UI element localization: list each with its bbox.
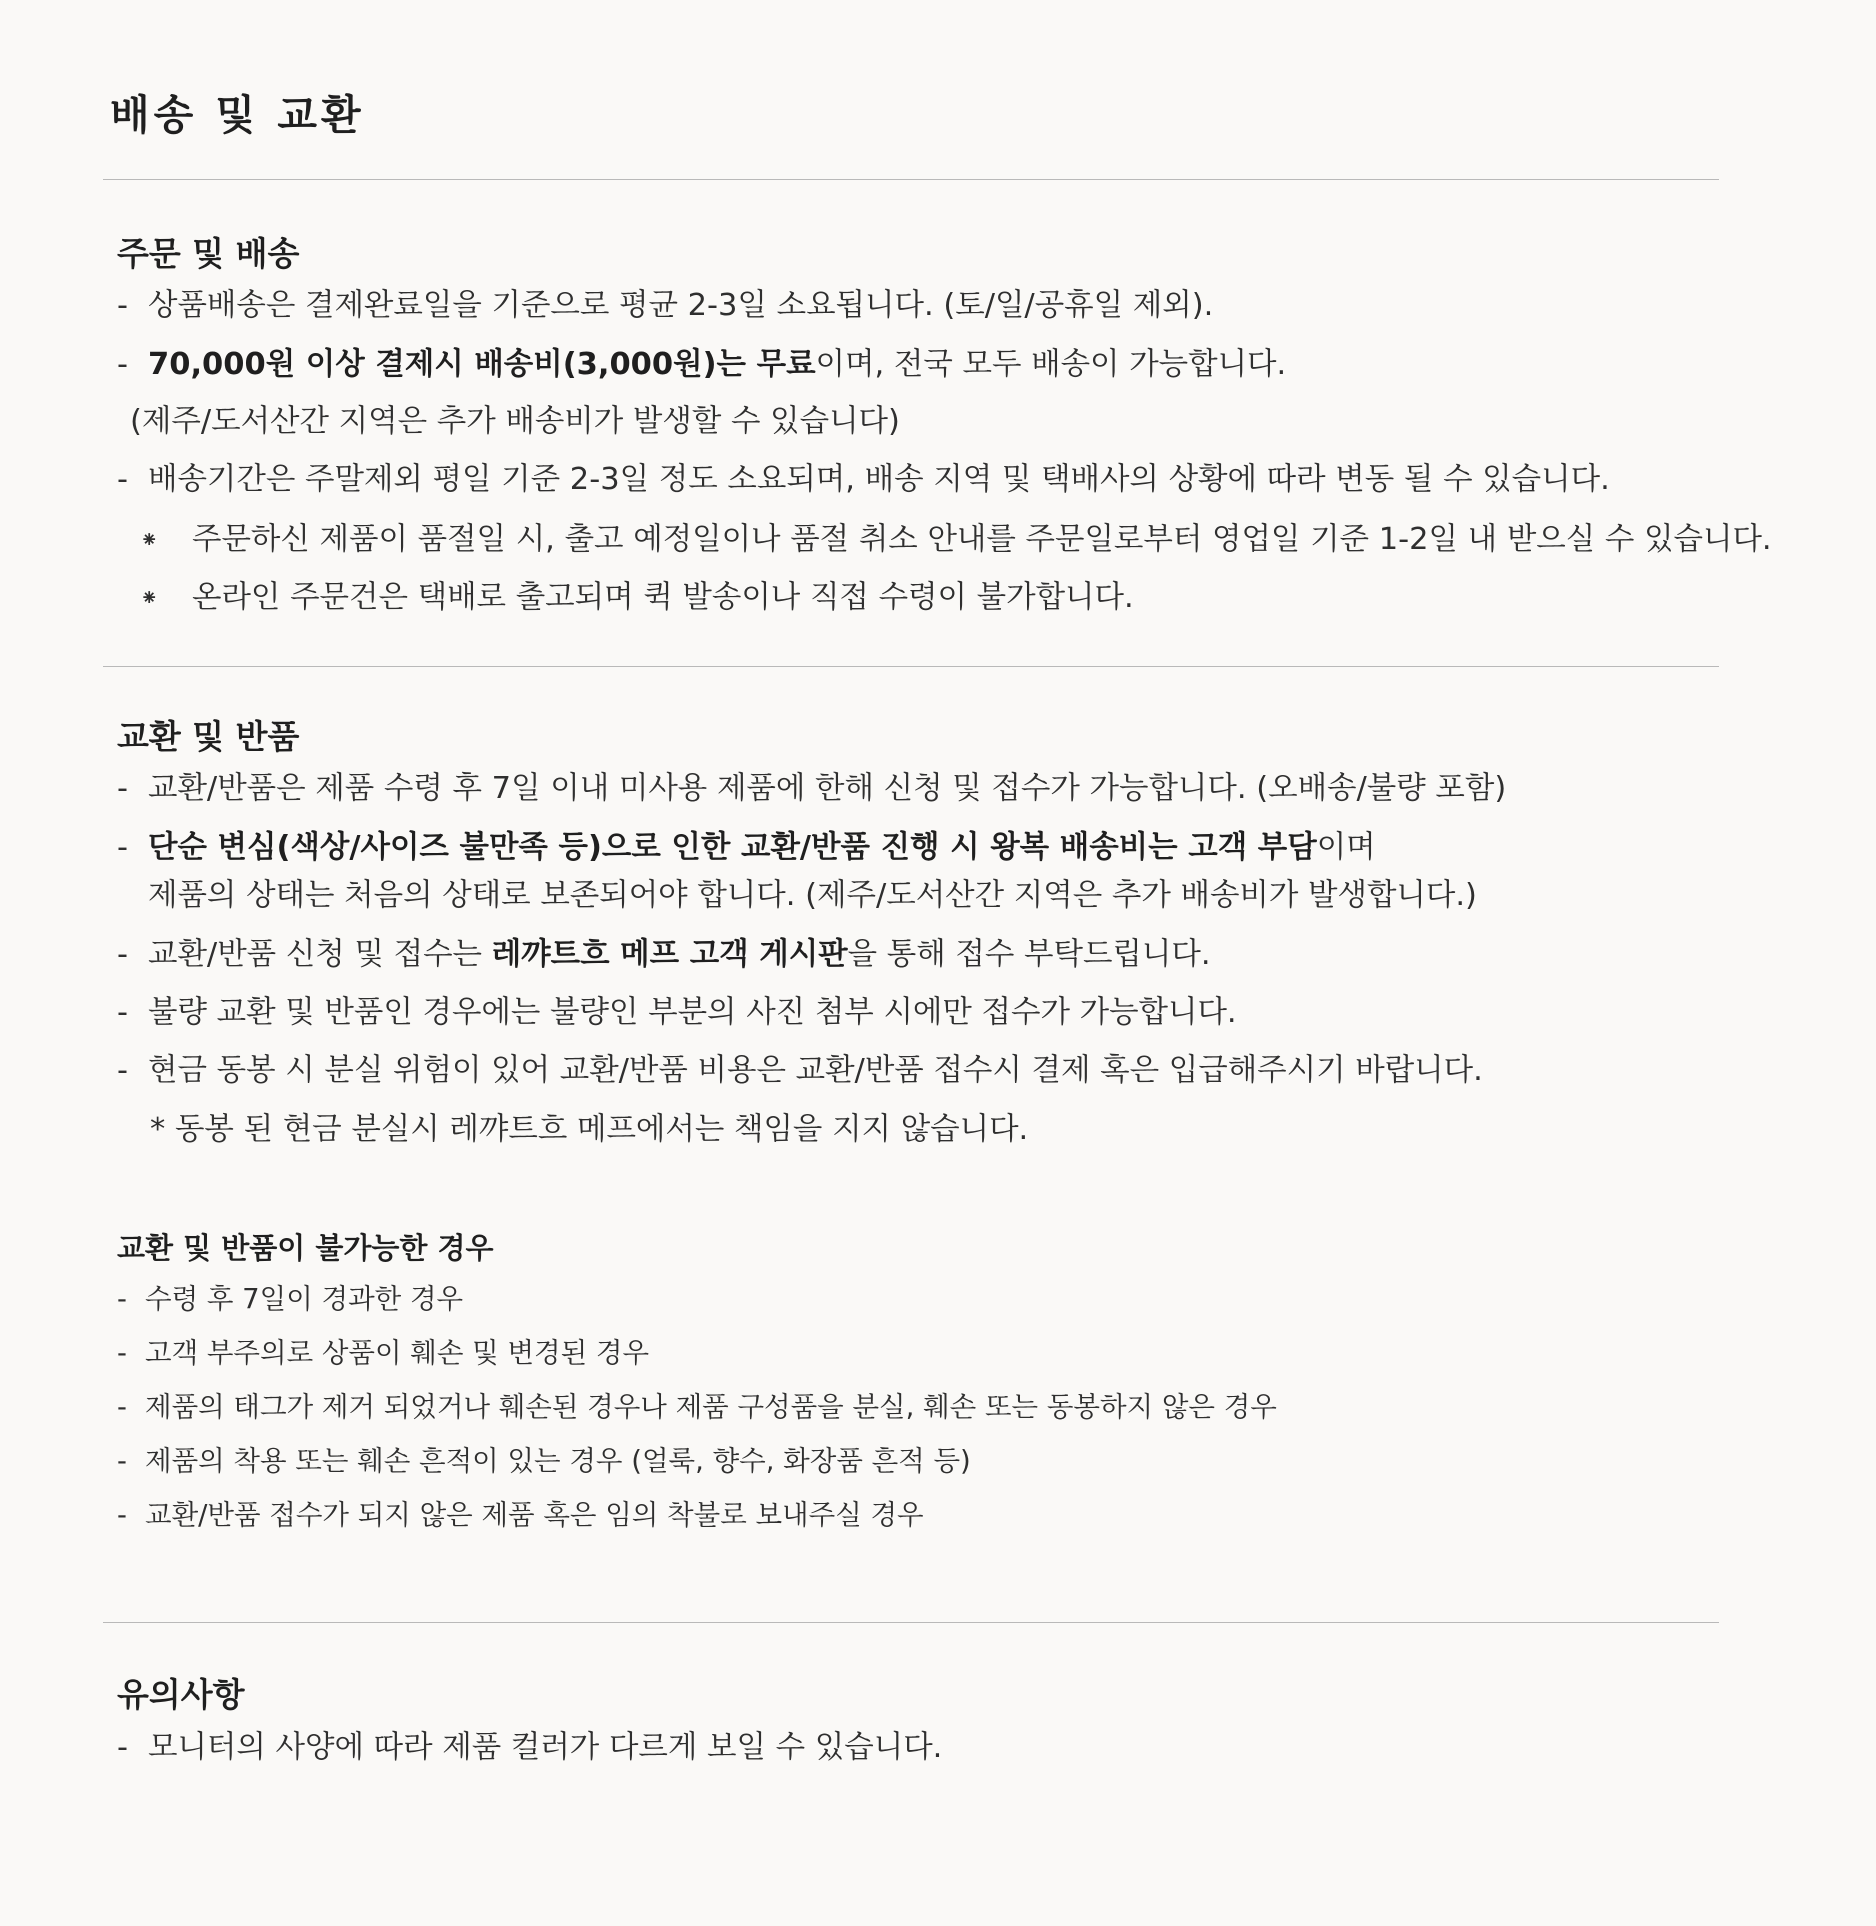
dash-bullet: - (117, 347, 129, 382)
asterisk-icon: ⁕ (140, 528, 159, 553)
notice-line-1-text: 모니터의 사양에 따라 제품 컬러가 다르게 보일 수 있습니다. (148, 1730, 943, 1765)
shipping-fee-highlight: 단순 변심(색상/사이즈 불만족 등)으로 인한 교환/반품 진행 시 왕복 배송비는 고객 부담 (148, 830, 1317, 865)
impossible-item-text: 수령 후 7일이 경과한 경우 (145, 1283, 464, 1315)
section-title-notice: 유의사항 (117, 1675, 245, 1714)
impossible-item-text: 제품의 착용 또는 훼손 흔적이 있는 경우 (얼룩, 향수, 화장품 흔적 등) (145, 1445, 971, 1477)
exchange-line-2 (117, 828, 1376, 868)
exchange-line-2-cont: 제품의 상태는 처음의 상태로 보존되어야 합니다. (제주/도서산간 지역은 추가 배송비가 발생합니다.) (148, 878, 1477, 913)
section-title-order: 주문 및 배송 (117, 234, 300, 273)
asterisk-icon: ⁕ (140, 586, 159, 611)
exchange-line-3-post: 을 통해 접수 부탁드립니다. (847, 937, 1211, 972)
exchange-line-4-text: 불량 교환 및 반품인 경우에는 불량인 부분의 사진 첨부 시에만 접수가 가능합니다. (148, 995, 1237, 1030)
exchange-line-1-text: 교환/반품은 제품 수령 후 7일 이내 미사용 제품에 한해 신청 및 접수가 가능합니다. (오배송/불량 포함) (148, 771, 1507, 806)
dash-bullet: - (117, 1053, 129, 1088)
dash-bullet: - (117, 1445, 127, 1477)
impossible-item-text: 고객 부주의로 상품이 훼손 및 변경된 경우 (145, 1337, 650, 1369)
dash-bullet: - (117, 830, 129, 865)
order-line-3 (117, 460, 1610, 500)
order-line-3-text: 배송기간은 주말제외 평일 기준 2-3일 정도 소요되며, 배송 지역 및 택배사의 상황에 따라 변동 될 수 있습니다. (148, 462, 1610, 497)
impossible-item-text: 제품의 태그가 제거 되었거나 훼손된 경우나 제품 구성품을 분실, 훼손 또는 동봉하지 않은 경우 (145, 1391, 1277, 1423)
list-item (117, 1497, 924, 1533)
divider (103, 666, 1719, 667)
exchange-line-3-pre: 교환/반품 신청 및 접수는 (148, 937, 492, 972)
impossible-item-text: 교환/반품 접수가 되지 않은 제품 혹은 임의 착불로 보내주실 경우 (145, 1499, 924, 1531)
dash-bullet: - (117, 771, 129, 806)
free-shipping-highlight: 70,000원 이상 결제시 배송비(3,000원)는 무료 (148, 347, 816, 382)
order-note-2-text: 온라인 주문건은 택배로 출고되며 퀵 발송이나 직접 수령이 불가합니다. (192, 580, 1134, 615)
order-note-1 (117, 520, 1772, 561)
exchange-line-2-rest: 이며 (1316, 830, 1376, 865)
order-note-1-text: 주문하신 제품이 품절일 시, 출고 예정일이나 품절 취소 안내를 주문일로부터 영업일 기준 1-2일 내 받으실 수 있습니다. (192, 522, 1772, 557)
section-title-exchange: 교환 및 반품 (117, 717, 300, 756)
order-line-2 (117, 345, 1286, 385)
page-title: 배송 및 교환 (110, 91, 365, 139)
list-item (117, 1335, 649, 1371)
exchange-line-4 (117, 993, 1237, 1033)
dash-bullet: - (117, 995, 129, 1030)
dash-bullet: - (117, 1337, 127, 1369)
order-note-2 (117, 578, 1134, 619)
customer-board-highlight: 레꺄트흐 메프 고객 게시판 (491, 937, 848, 972)
dash-bullet: - (117, 288, 129, 323)
order-line-2-rest: 이며, 전국 모두 배송이 가능합니다. (815, 347, 1287, 382)
list-item (117, 1389, 1277, 1425)
order-line-1 (117, 286, 1213, 326)
dash-bullet: - (117, 1499, 127, 1531)
divider (103, 1622, 1719, 1623)
dash-bullet: - (117, 937, 129, 972)
dash-bullet: - (117, 1283, 127, 1315)
list-item (117, 1443, 971, 1479)
exchange-line-1 (117, 769, 1506, 809)
order-line-2-cont: (제주/도서산간 지역은 추가 배송비가 발생할 수 있습니다) (130, 404, 900, 439)
dash-bullet: - (117, 1391, 127, 1423)
exchange-line-5 (117, 1051, 1483, 1091)
notice-line-1 (117, 1728, 942, 1768)
dash-bullet: - (117, 1730, 129, 1765)
order-line-1-text: 상품배송은 결제완료일을 기준으로 평균 2-3일 소요됩니다. (토/일/공휴일 제외). (148, 288, 1214, 323)
exchange-note-1: * 동봉 된 현금 분실시 레꺄트흐 메프에서는 책임을 지지 않습니다. (150, 1112, 1029, 1147)
exchange-line-3 (117, 935, 1211, 975)
divider (103, 179, 1719, 180)
dash-bullet: - (117, 462, 129, 497)
exchange-line-5-text: 현금 동봉 시 분실 위험이 있어 교환/반품 비용은 교환/반품 접수시 결제 혹은 입급해주시기 바랍니다. (148, 1053, 1483, 1088)
section-title-impossible: 교환 및 반품이 불가능한 경우 (117, 1231, 494, 1265)
list-item (117, 1281, 463, 1317)
